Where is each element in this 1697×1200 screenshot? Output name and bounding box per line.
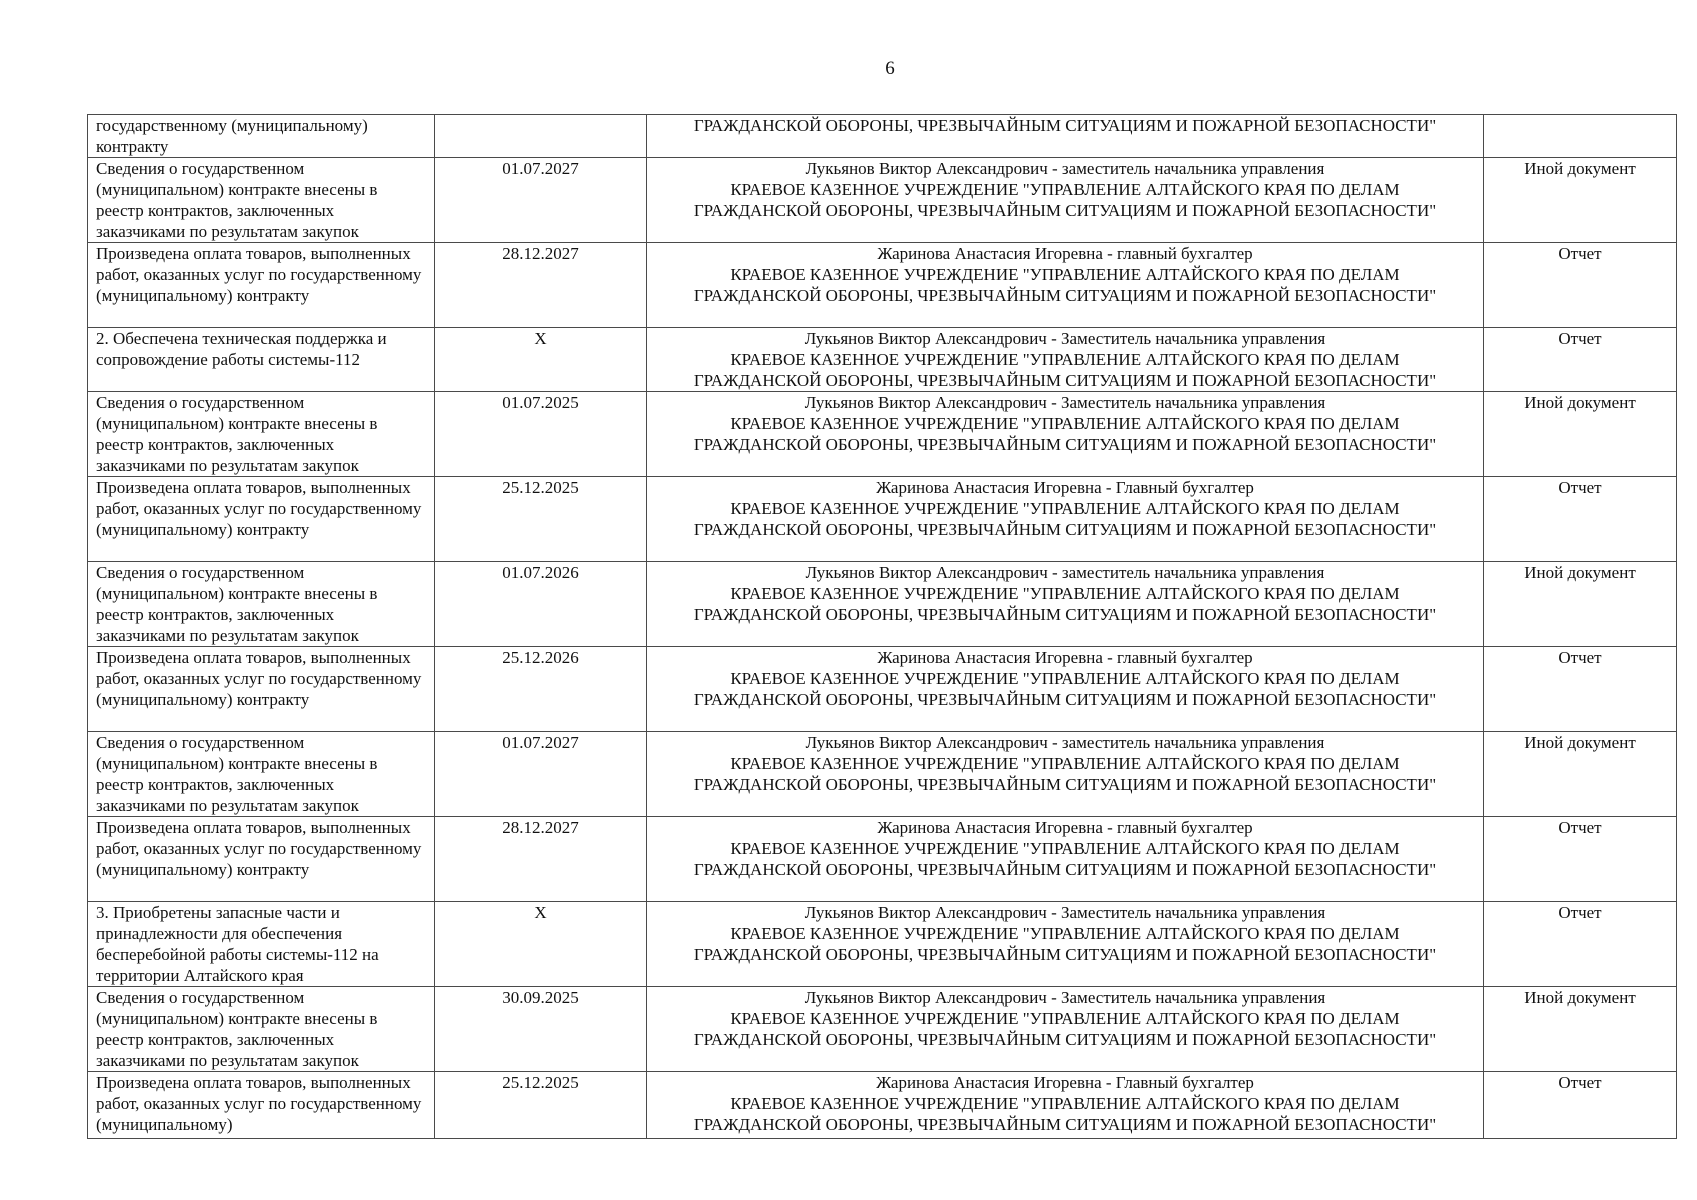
responsible-line: КРАЕВОЕ КАЗЕННОЕ УЧРЕЖДЕНИЕ "УПРАВЛЕНИЕ АЛТАЙСКОГО КРАЯ ПО ДЕЛАМ	[730, 754, 1400, 773]
event-cell: Сведения о государственном (муниципальном) контракте внесены в реестр контрактов, заключенных заказчиками по результатам закупок	[88, 562, 435, 647]
responsible-cell	[647, 115, 1484, 158]
responsible-line: КРАЕВОЕ КАЗЕННОЕ УЧРЕЖДЕНИЕ "УПРАВЛЕНИЕ АЛТАЙСКОГО КРАЯ ПО ДЕЛАМ	[730, 180, 1400, 199]
responsible-line: ГРАЖДАНСКОЙ ОБОРОНЫ, ЧРЕЗВЫЧАЙНЫМ СИТУАЦИЯМ И ПОЖАРНОЙ БЕЗОПАСНОСТИ"	[693, 435, 1437, 454]
date-cell: 25.12.2026	[435, 647, 647, 732]
document-cell: Отчет	[1484, 902, 1677, 987]
responsible-cell	[647, 817, 1484, 902]
responsible-cell	[647, 328, 1484, 392]
event-cell: Сведения о государственном (муниципальном) контракте внесены в реестр контрактов, заключенных заказчиками по результатам закупок	[88, 987, 435, 1072]
document-cell: Иной документ	[1484, 987, 1677, 1072]
responsible-line: Лукьянов Виктор Александрович - заместитель начальника управления	[805, 733, 1325, 752]
table-row	[88, 1072, 1677, 1139]
date-cell: 28.12.2027	[435, 243, 647, 328]
table-row	[88, 115, 1677, 158]
event-cell: Сведения о государственном (муниципальном) контракте внесены в реестр контрактов, заключенных заказчиками по результатам закупок	[88, 158, 435, 243]
date-cell: 01.07.2027	[435, 732, 647, 817]
event-cell: государственному (муниципальному) контракту	[88, 115, 435, 158]
document-cell: Иной документ	[1484, 158, 1677, 243]
responsible-line: Жаринова Анастасия Игоревна - Главный бухгалтер	[876, 1073, 1254, 1092]
table-row	[88, 817, 1677, 902]
date-cell: 01.07.2027	[435, 158, 647, 243]
responsible-line: Лукьянов Виктор Александрович - Заместитель начальника управления	[804, 329, 1326, 348]
date-cell: X	[435, 328, 647, 392]
responsible-line: КРАЕВОЕ КАЗЕННОЕ УЧРЕЖДЕНИЕ "УПРАВЛЕНИЕ АЛТАЙСКОГО КРАЯ ПО ДЕЛАМ	[730, 924, 1400, 943]
responsible-cell	[647, 158, 1484, 243]
document-cell	[1484, 115, 1677, 158]
responsible-cell	[647, 243, 1484, 328]
table-row	[88, 477, 1677, 562]
responsible-cell	[647, 647, 1484, 732]
responsible-line: Лукьянов Виктор Александрович - Заместитель начальника управления	[804, 988, 1326, 1007]
responsible-line: ГРАЖДАНСКОЙ ОБОРОНЫ, ЧРЕЗВЫЧАЙНЫМ СИТУАЦИЯМ И ПОЖАРНОЙ БЕЗОПАСНОСТИ"	[693, 945, 1437, 964]
event-cell: Сведения о государственном (муниципальном) контракте внесены в реестр контрактов, заключенных заказчиками по результатам закупок	[88, 392, 435, 477]
event-cell: Сведения о государственном (муниципальном) контракте внесены в реестр контрактов, заключенных заказчиками по результатам закупок	[88, 732, 435, 817]
responsible-line: КРАЕВОЕ КАЗЕННОЕ УЧРЕЖДЕНИЕ "УПРАВЛЕНИЕ АЛТАЙСКОГО КРАЯ ПО ДЕЛАМ	[730, 499, 1400, 518]
date-cell: 28.12.2027	[435, 817, 647, 902]
document-cell: Отчет	[1484, 1072, 1677, 1139]
table-row	[88, 647, 1677, 732]
responsible-line: ГРАЖДАНСКОЙ ОБОРОНЫ, ЧРЕЗВЫЧАЙНЫМ СИТУАЦИЯМ И ПОЖАРНОЙ БЕЗОПАСНОСТИ"	[693, 286, 1437, 305]
date-cell: 30.09.2025	[435, 987, 647, 1072]
page-number: 6	[885, 58, 895, 79]
event-cell: 2. Обеспечена техническая поддержка и сопровождение работы системы-112	[88, 328, 435, 392]
responsible-line: ГРАЖДАНСКОЙ ОБОРОНЫ, ЧРЕЗВЫЧАЙНЫМ СИТУАЦИЯМ И ПОЖАРНОЙ БЕЗОПАСНОСТИ"	[693, 605, 1437, 624]
plan-table	[87, 114, 1677, 1139]
responsible-line: Жаринова Анастасия Игоревна - главный бухгалтер	[877, 818, 1253, 837]
responsible-line: ГРАЖДАНСКОЙ ОБОРОНЫ, ЧРЕЗВЫЧАЙНЫМ СИТУАЦИЯМ И ПОЖАРНОЙ БЕЗОПАСНОСТИ"	[693, 1115, 1437, 1134]
responsible-cell	[647, 732, 1484, 817]
date-cell: 01.07.2026	[435, 562, 647, 647]
responsible-line: КРАЕВОЕ КАЗЕННОЕ УЧРЕЖДЕНИЕ "УПРАВЛЕНИЕ АЛТАЙСКОГО КРАЯ ПО ДЕЛАМ	[730, 584, 1400, 603]
responsible-line: КРАЕВОЕ КАЗЕННОЕ УЧРЕЖДЕНИЕ "УПРАВЛЕНИЕ АЛТАЙСКОГО КРАЯ ПО ДЕЛАМ	[730, 414, 1400, 433]
date-cell: 01.07.2025	[435, 392, 647, 477]
responsible-line: КРАЕВОЕ КАЗЕННОЕ УЧРЕЖДЕНИЕ "УПРАВЛЕНИЕ АЛТАЙСКОГО КРАЯ ПО ДЕЛАМ	[730, 839, 1400, 858]
responsible-line: Жаринова Анастасия Игоревна - главный бухгалтер	[877, 648, 1253, 667]
responsible-line: ГРАЖДАНСКОЙ ОБОРОНЫ, ЧРЕЗВЫЧАЙНЫМ СИТУАЦИЯМ И ПОЖАРНОЙ БЕЗОПАСНОСТИ"	[693, 371, 1437, 390]
table-row	[88, 987, 1677, 1072]
table-row	[88, 392, 1677, 477]
responsible-line: КРАЕВОЕ КАЗЕННОЕ УЧРЕЖДЕНИЕ "УПРАВЛЕНИЕ АЛТАЙСКОГО КРАЯ ПО ДЕЛАМ	[730, 669, 1400, 688]
responsible-line: ГРАЖДАНСКОЙ ОБОРОНЫ, ЧРЕЗВЫЧАЙНЫМ СИТУАЦИЯМ И ПОЖАРНОЙ БЕЗОПАСНОСТИ"	[693, 520, 1437, 539]
table-row	[88, 158, 1677, 243]
event-cell: Произведена оплата товаров, выполненных работ, оказанных услуг по государственному (муниципальному) контракту	[88, 817, 435, 902]
document-cell: Отчет	[1484, 477, 1677, 562]
responsible-line: ГРАЖДАНСКОЙ ОБОРОНЫ, ЧРЕЗВЫЧАЙНЫМ СИТУАЦИЯМ И ПОЖАРНОЙ БЕЗОПАСНОСТИ"	[693, 775, 1437, 794]
responsible-line: КРАЕВОЕ КАЗЕННОЕ УЧРЕЖДЕНИЕ "УПРАВЛЕНИЕ АЛТАЙСКОГО КРАЯ ПО ДЕЛАМ	[730, 265, 1400, 284]
date-cell: 25.12.2025	[435, 1072, 647, 1139]
responsible-cell	[647, 987, 1484, 1072]
responsible-line: КРАЕВОЕ КАЗЕННОЕ УЧРЕЖДЕНИЕ "УПРАВЛЕНИЕ АЛТАЙСКОГО КРАЯ ПО ДЕЛАМ	[730, 1009, 1400, 1028]
responsible-cell	[647, 1072, 1484, 1139]
responsible-cell	[647, 477, 1484, 562]
responsible-line: КРАЕВОЕ КАЗЕННОЕ УЧРЕЖДЕНИЕ "УПРАВЛЕНИЕ АЛТАЙСКОГО КРАЯ ПО ДЕЛАМ	[730, 350, 1400, 369]
document-cell: Иной документ	[1484, 732, 1677, 817]
date-cell: 25.12.2025	[435, 477, 647, 562]
responsible-line: ГРАЖДАНСКОЙ ОБОРОНЫ, ЧРЕЗВЫЧАЙНЫМ СИТУАЦИЯМ И ПОЖАРНОЙ БЕЗОПАСНОСТИ"	[693, 690, 1437, 709]
responsible-line: ГРАЖДАНСКОЙ ОБОРОНЫ, ЧРЕЗВЫЧАЙНЫМ СИТУАЦИЯМ И ПОЖАРНОЙ БЕЗОПАСНОСТИ"	[693, 201, 1437, 220]
table-row	[88, 243, 1677, 328]
document-cell: Отчет	[1484, 647, 1677, 732]
date-cell: X	[435, 902, 647, 987]
table-row	[88, 562, 1677, 647]
responsible-line: ГРАЖДАНСКОЙ ОБОРОНЫ, ЧРЕЗВЫЧАЙНЫМ СИТУАЦИЯМ И ПОЖАРНОЙ БЕЗОПАСНОСТИ"	[693, 116, 1437, 135]
responsible-line: ГРАЖДАНСКОЙ ОБОРОНЫ, ЧРЕЗВЫЧАЙНЫМ СИТУАЦИЯМ И ПОЖАРНОЙ БЕЗОПАСНОСТИ"	[693, 1030, 1437, 1049]
event-cell: Произведена оплата товаров, выполненных работ, оказанных услуг по государственному (муниципальному) контракту	[88, 243, 435, 328]
table-row	[88, 328, 1677, 392]
document-cell: Отчет	[1484, 328, 1677, 392]
responsible-line: Лукьянов Виктор Александрович - заместитель начальника управления	[805, 159, 1325, 178]
responsible-line: ГРАЖДАНСКОЙ ОБОРОНЫ, ЧРЕЗВЫЧАЙНЫМ СИТУАЦИЯМ И ПОЖАРНОЙ БЕЗОПАСНОСТИ"	[693, 860, 1437, 879]
responsible-line: Жаринова Анастасия Игоревна - Главный бухгалтер	[876, 478, 1254, 497]
table-row	[88, 902, 1677, 987]
responsible-cell	[647, 392, 1484, 477]
document-cell: Отчет	[1484, 817, 1677, 902]
responsible-line: Лукьянов Виктор Александрович - Заместитель начальника управления	[804, 903, 1326, 922]
responsible-line: Жаринова Анастасия Игоревна - главный бухгалтер	[877, 244, 1253, 263]
date-cell	[435, 115, 647, 158]
responsible-line: Лукьянов Виктор Александрович - заместитель начальника управления	[805, 563, 1325, 582]
responsible-line: КРАЕВОЕ КАЗЕННОЕ УЧРЕЖДЕНИЕ "УПРАВЛЕНИЕ АЛТАЙСКОГО КРАЯ ПО ДЕЛАМ	[730, 1094, 1400, 1113]
event-cell: Произведена оплата товаров, выполненных работ, оказанных услуг по государственному (муниципальному)	[88, 1072, 435, 1139]
event-cell: Произведена оплата товаров, выполненных работ, оказанных услуг по государственному (муниципальному) контракту	[88, 647, 435, 732]
document-cell: Отчет	[1484, 243, 1677, 328]
responsible-line: Лукьянов Виктор Александрович - Заместитель начальника управления	[804, 393, 1326, 412]
document-cell: Иной документ	[1484, 562, 1677, 647]
responsible-cell	[647, 902, 1484, 987]
event-cell: 3. Приобретены запасные части и принадлежности для обеспечения бесперебойной работы системы-112 на территории Алтайского края	[88, 902, 435, 987]
table-row	[88, 732, 1677, 817]
document-cell: Иной документ	[1484, 392, 1677, 477]
responsible-cell	[647, 562, 1484, 647]
event-cell: Произведена оплата товаров, выполненных работ, оказанных услуг по государственному (муниципальному) контракту	[88, 477, 435, 562]
